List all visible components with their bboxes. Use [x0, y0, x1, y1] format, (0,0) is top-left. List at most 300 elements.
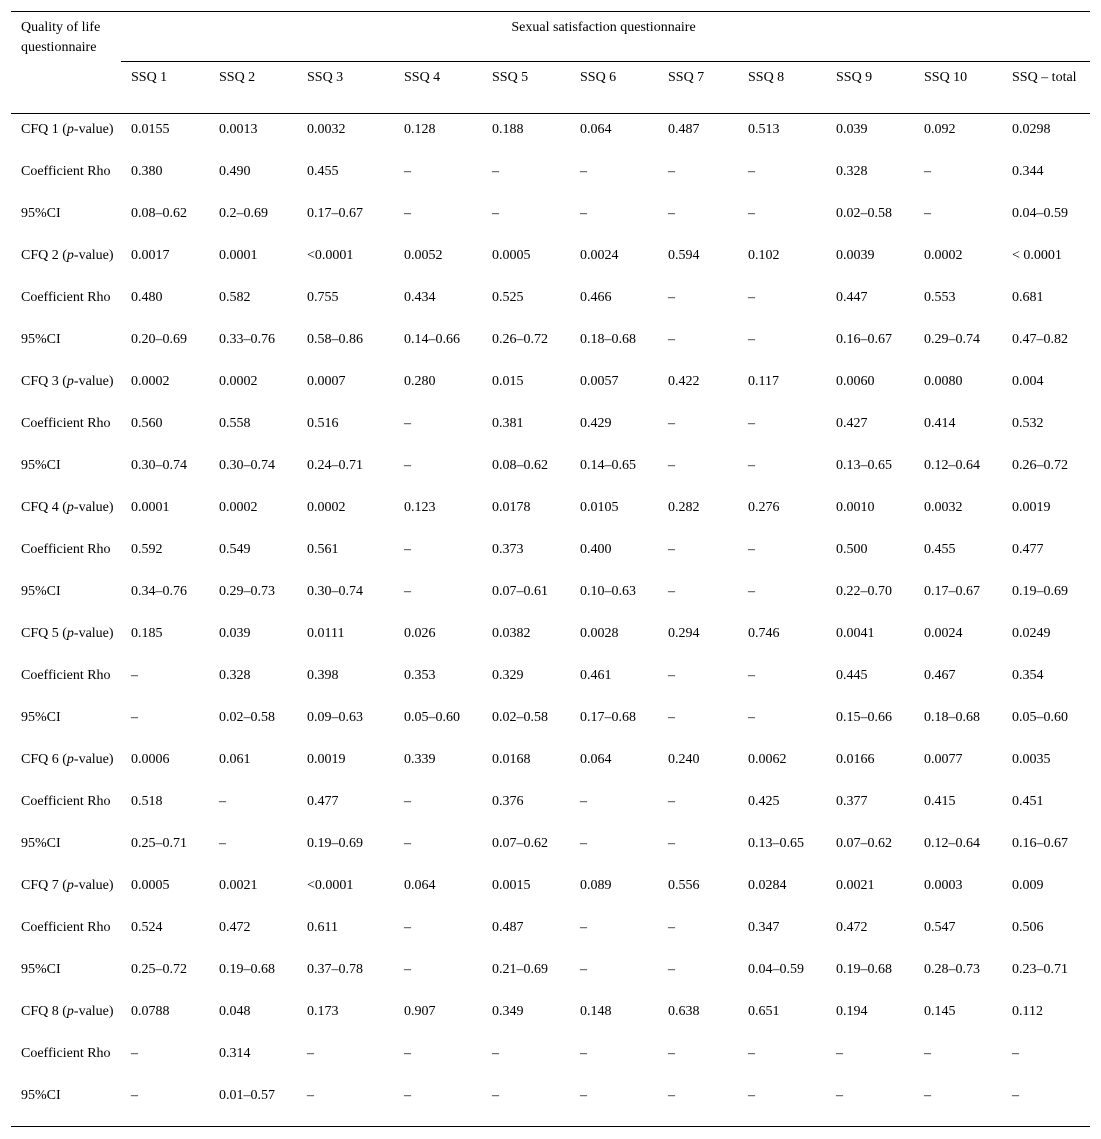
- table-cell: 0.194: [836, 1004, 868, 1019]
- table-row: [11, 786, 1090, 828]
- table-cell: –: [668, 1088, 675, 1103]
- table-cell: 0.516: [307, 416, 339, 431]
- table-cell: 0.461: [580, 668, 612, 683]
- table-cell: 0.05–0.60: [404, 710, 460, 725]
- table-cell: 0.061: [219, 752, 251, 767]
- table-cell: 0.0002: [219, 374, 258, 389]
- corner-header: Quality of life questionnaire: [21, 20, 101, 55]
- table-cell: –: [580, 164, 587, 179]
- table-cell: 0.19–0.68: [219, 962, 275, 977]
- table-cell: –: [836, 1088, 843, 1103]
- table-cell: 0.0017: [131, 248, 170, 263]
- table-cell: –: [924, 1046, 931, 1061]
- table-cell: 0.592: [131, 542, 163, 557]
- table-cell: –: [580, 1046, 587, 1061]
- table-cell: 0.13–0.65: [836, 458, 892, 473]
- table-cell: 0.0032: [297, 114, 394, 157]
- table-cell: 0.0007: [307, 374, 346, 389]
- table-cell: 0.14–0.66: [404, 332, 460, 347]
- table-cell: 0.524: [131, 920, 163, 935]
- table-cell: –: [404, 794, 411, 809]
- table-cell: –: [924, 1088, 931, 1103]
- table-cell: 0.015: [492, 374, 524, 389]
- table-cell: 0.0019: [1012, 500, 1051, 515]
- table-cell: –: [668, 542, 675, 557]
- table-cell: –: [668, 962, 675, 977]
- table-row: [11, 492, 1090, 534]
- table-cell: –: [668, 794, 675, 809]
- table-cell: 0.611: [307, 920, 338, 935]
- table-cell: –: [131, 710, 138, 725]
- table-cell: –: [668, 836, 675, 851]
- table-cell: 0.064: [580, 752, 612, 767]
- table-cell: –: [748, 164, 755, 179]
- table-row: [11, 240, 1090, 282]
- table-body: [11, 114, 1090, 1127]
- table-cell: –: [668, 710, 675, 725]
- table-cell: 0.13–0.65: [748, 836, 804, 851]
- table-cell: 0.0028: [580, 626, 619, 641]
- table-cell: 0.185: [131, 626, 163, 641]
- table-cell: 0.0032: [924, 500, 963, 515]
- table-cell: 0.0166: [836, 752, 875, 767]
- table-cell: –: [748, 668, 755, 683]
- column-header: SSQ 2: [209, 62, 297, 114]
- table-cell: <0.0001: [307, 248, 354, 263]
- table-cell: 0.22–0.70: [836, 584, 892, 599]
- column-header: SSQ 9: [826, 62, 914, 114]
- table-cell: 0.681: [1012, 290, 1044, 305]
- table-cell: 0.347: [748, 920, 780, 935]
- row-label: Coefficient Rho: [21, 920, 111, 935]
- row-label: Coefficient Rho: [21, 290, 111, 305]
- table-cell: –: [924, 164, 931, 179]
- correlation-table: [11, 11, 1090, 1127]
- row-label: CFQ 6 (p-value): [21, 752, 114, 767]
- table-row: [11, 408, 1090, 450]
- table-row: [11, 156, 1090, 198]
- table-cell: 0.0002: [924, 248, 963, 263]
- row-label: CFQ 5 (p-value): [21, 626, 114, 641]
- table-cell: 0.328: [219, 668, 251, 683]
- table-cell: 0.582: [219, 290, 251, 305]
- table-cell: –: [748, 542, 755, 557]
- table-cell: 0.0003: [924, 878, 963, 893]
- table-row: [11, 534, 1090, 576]
- table-cell: –: [748, 584, 755, 599]
- column-header: SSQ 10: [914, 62, 1002, 114]
- table-cell: 0.009: [1012, 878, 1044, 893]
- table-cell: 0.525: [492, 290, 524, 305]
- table-cell: 0.048: [219, 1004, 251, 1019]
- table-cell: 0.376: [492, 794, 524, 809]
- table-cell: 0.353: [404, 668, 436, 683]
- table-cell: 0.427: [836, 416, 868, 431]
- table-row: [11, 1080, 1090, 1127]
- table-cell: 0.29–0.73: [219, 584, 275, 599]
- table-cell: –: [668, 920, 675, 935]
- table-cell: –: [668, 458, 675, 473]
- column-header-row: [11, 62, 1090, 114]
- table-cell: 0.0015: [492, 878, 531, 893]
- table-cell: 0.25–0.72: [131, 962, 187, 977]
- table-cell: 0.15–0.66: [836, 710, 892, 725]
- table-cell: –: [668, 206, 675, 221]
- table-cell: 0.0382: [492, 626, 531, 641]
- table-cell: –: [580, 920, 587, 935]
- table-cell: –: [404, 164, 411, 179]
- table-cell: <0.0001: [307, 878, 354, 893]
- table-row: [11, 702, 1090, 744]
- table-cell: 0.128: [394, 114, 482, 157]
- table-cell: 0.518: [131, 794, 163, 809]
- table-cell: 0.17–0.67: [307, 206, 363, 221]
- table-cell: 0.04–0.59: [1012, 206, 1068, 221]
- table-cell: 0.414: [924, 416, 956, 431]
- row-label: 95%CI: [21, 836, 61, 851]
- table-cell: 0.506: [1012, 920, 1044, 935]
- table-cell: 0.451: [1012, 794, 1044, 809]
- table-cell: 0.373: [492, 542, 524, 557]
- table-row: [11, 618, 1090, 660]
- table-cell: –: [219, 794, 226, 809]
- table-cell: 0.12–0.64: [924, 836, 980, 851]
- table-cell: –: [492, 206, 499, 221]
- table-cell: –: [492, 1088, 499, 1103]
- row-label: Coefficient Rho: [21, 542, 111, 557]
- table-cell: –: [404, 1046, 411, 1061]
- table-row: [11, 912, 1090, 954]
- table-row: [11, 828, 1090, 870]
- table-cell: 0.37–0.78: [307, 962, 363, 977]
- table-cell: 0.477: [307, 794, 339, 809]
- table-cell: 0.19–0.68: [836, 962, 892, 977]
- table-cell: 0.026: [404, 626, 436, 641]
- table-cell: 0.24–0.71: [307, 458, 363, 473]
- table-cell: 0.117: [748, 374, 779, 389]
- table-cell: –: [748, 332, 755, 347]
- table-cell: –: [580, 794, 587, 809]
- table-cell: –: [748, 458, 755, 473]
- table-cell: 0.0105: [580, 500, 619, 515]
- table-cell: 0.0006: [131, 752, 170, 767]
- table-cell: 0.0077: [924, 752, 963, 767]
- table-cell: 0.0178: [492, 500, 531, 515]
- table-row: [11, 324, 1090, 366]
- table-cell: 0.0002: [307, 500, 346, 515]
- table-cell: –: [131, 1088, 138, 1103]
- table-cell: 0.0080: [924, 374, 963, 389]
- table-cell: 0.349: [492, 1004, 524, 1019]
- table-cell: 0.12–0.64: [924, 458, 980, 473]
- table-cell: 0.638: [668, 1004, 700, 1019]
- table-cell: 0.21–0.69: [492, 962, 548, 977]
- table-cell: 0.18–0.68: [580, 332, 636, 347]
- table-cell: 0.445: [836, 668, 868, 683]
- table-cell: 0.02–0.58: [492, 710, 548, 725]
- column-header: SSQ 6: [570, 62, 658, 114]
- table-cell: 0.112: [1012, 1004, 1043, 1019]
- table-cell: –: [580, 1088, 587, 1103]
- table-cell: 0.513: [738, 114, 826, 157]
- table-cell: 0.276: [748, 500, 780, 515]
- row-label: CFQ 7 (p-value): [21, 878, 114, 893]
- table-cell: 0.0298: [1002, 114, 1090, 157]
- table-cell: 0.400: [580, 542, 612, 557]
- table-cell: –: [748, 416, 755, 431]
- table-cell: 0.08–0.62: [131, 206, 187, 221]
- table-cell: 0.064: [404, 878, 436, 893]
- table-cell: 0.344: [1012, 164, 1044, 179]
- table-cell: 0.092: [914, 114, 1002, 157]
- table-cell: 0.16–0.67: [836, 332, 892, 347]
- table-cell: 0.0168: [492, 752, 531, 767]
- table-cell: 0.30–0.74: [307, 584, 363, 599]
- table-cell: 0.07–0.62: [836, 836, 892, 851]
- row-label: CFQ 2 (p-value): [21, 248, 114, 263]
- table-cell: 0.0013: [209, 114, 297, 157]
- table-row: [11, 660, 1090, 702]
- table-cell: 0.651: [748, 1004, 780, 1019]
- table-cell: 0.472: [219, 920, 251, 935]
- column-header: SSQ 5: [482, 62, 570, 114]
- table-cell: 0.0001: [131, 500, 170, 515]
- table-cell: 0.354: [1012, 668, 1044, 683]
- row-label: CFQ 1 (p-value): [11, 114, 121, 157]
- table-cell: 0.0249: [1012, 626, 1051, 641]
- table-cell: 0.594: [668, 248, 700, 263]
- table-cell: 0.553: [924, 290, 956, 305]
- table-cell: 0.328: [836, 164, 868, 179]
- table-cell: 0.556: [668, 878, 700, 893]
- table-row: [11, 954, 1090, 996]
- table-cell: 0.0010: [836, 500, 875, 515]
- table-cell: 0.23–0.71: [1012, 962, 1068, 977]
- table-cell: 0.2–0.69: [219, 206, 268, 221]
- table-cell: –: [668, 584, 675, 599]
- table-cell: 0.16–0.67: [1012, 836, 1068, 851]
- table-cell: 0.558: [219, 416, 251, 431]
- table-cell: 0.039: [826, 114, 914, 157]
- table-cell: 0.487: [658, 114, 738, 157]
- table-cell: 0.480: [131, 290, 163, 305]
- table-cell: 0.064: [570, 114, 658, 157]
- column-header: SSQ – total: [1002, 62, 1090, 114]
- row-label: Coefficient Rho: [21, 794, 111, 809]
- table-cell: 0.0002: [131, 374, 170, 389]
- table-cell: 0.0019: [307, 752, 346, 767]
- table-cell: –: [580, 206, 587, 221]
- table-cell: 0.102: [748, 248, 780, 263]
- table-cell: –: [492, 1046, 499, 1061]
- table-cell: 0.280: [404, 374, 436, 389]
- row-label: CFQ 3 (p-value): [21, 374, 114, 389]
- group-header: Sexual satisfaction questionnaire: [511, 20, 696, 35]
- table-cell: 0.425: [748, 794, 780, 809]
- table-cell: 0.02–0.58: [836, 206, 892, 221]
- table-cell: –: [748, 206, 755, 221]
- table-cell: –: [748, 1088, 755, 1103]
- table-cell: 0.17–0.67: [924, 584, 980, 599]
- table-cell: –: [748, 290, 755, 305]
- table-cell: 0.173: [307, 1004, 339, 1019]
- row-label: Coefficient Rho: [21, 416, 111, 431]
- table-cell: 0.755: [307, 290, 339, 305]
- table-cell: –: [131, 668, 138, 683]
- table-cell: 0.422: [668, 374, 700, 389]
- table-cell: 0.08–0.62: [492, 458, 548, 473]
- table-cell: –: [404, 836, 411, 851]
- header-group-row: [11, 12, 1090, 62]
- table-cell: –: [404, 206, 411, 221]
- table-cell: 0.33–0.76: [219, 332, 275, 347]
- table-cell: 0.123: [404, 500, 436, 515]
- table-row: [11, 114, 1090, 157]
- table-cell: –: [492, 164, 499, 179]
- table-cell: 0.58–0.86: [307, 332, 363, 347]
- table-cell: 0.455: [924, 542, 956, 557]
- table-cell: 0.381: [492, 416, 524, 431]
- table-cell: 0.560: [131, 416, 163, 431]
- column-header: SSQ 8: [738, 62, 826, 114]
- table-cell: 0.28–0.73: [924, 962, 980, 977]
- column-header: SSQ 1: [121, 62, 209, 114]
- table-cell: 0.0111: [307, 626, 345, 641]
- table-cell: 0.282: [668, 500, 700, 515]
- table-cell: 0.0284: [748, 878, 787, 893]
- table-cell: 0.039: [219, 626, 251, 641]
- table-cell: –: [668, 164, 675, 179]
- table-cell: 0.329: [492, 668, 524, 683]
- table-cell: –: [404, 584, 411, 599]
- table-cell: 0.0788: [131, 1004, 170, 1019]
- table-cell: –: [836, 1046, 843, 1061]
- table-cell: –: [668, 668, 675, 683]
- row-label: Coefficient Rho: [21, 164, 111, 179]
- table-cell: 0.29–0.74: [924, 332, 980, 347]
- table-cell: –: [580, 962, 587, 977]
- table-cell: 0.0021: [219, 878, 258, 893]
- table-cell: –: [748, 710, 755, 725]
- table-cell: 0.314: [219, 1046, 251, 1061]
- table-cell: 0.0057: [580, 374, 619, 389]
- table-cell: 0.561: [307, 542, 339, 557]
- table-cell: –: [668, 332, 675, 347]
- table-cell: 0.487: [492, 920, 524, 935]
- table-cell: 0.0062: [748, 752, 787, 767]
- table-cell: 0.377: [836, 794, 868, 809]
- table-cell: –: [924, 206, 931, 221]
- column-header: SSQ 3: [297, 62, 394, 114]
- table-cell: 0.0060: [836, 374, 875, 389]
- table-cell: 0.0005: [492, 248, 531, 263]
- row-label: 95%CI: [21, 584, 61, 599]
- table-cell: 0.490: [219, 164, 251, 179]
- table-cell: –: [668, 290, 675, 305]
- table-cell: 0.01–0.57: [219, 1088, 275, 1103]
- table-cell: 0.549: [219, 542, 251, 557]
- table-cell: –: [131, 1046, 138, 1061]
- table-cell: 0.467: [924, 668, 956, 683]
- table-cell: 0.0035: [1012, 752, 1051, 767]
- table-cell: 0.907: [404, 1004, 436, 1019]
- table-cell: 0.532: [1012, 416, 1044, 431]
- table-cell: –: [580, 836, 587, 851]
- table-cell: 0.0041: [836, 626, 875, 641]
- table-cell: 0.500: [836, 542, 868, 557]
- table-cell: 0.20–0.69: [131, 332, 187, 347]
- table-cell: 0.0002: [219, 500, 258, 515]
- table-cell: 0.19–0.69: [307, 836, 363, 851]
- table-cell: 0.47–0.82: [1012, 332, 1068, 347]
- table-cell: –: [404, 416, 411, 431]
- table-cell: 0.05–0.60: [1012, 710, 1068, 725]
- table-cell: 0.25–0.71: [131, 836, 187, 851]
- table-cell: 0.746: [748, 626, 780, 641]
- row-label: 95%CI: [21, 710, 61, 725]
- table-cell: 0.0039: [836, 248, 875, 263]
- table-cell: –: [1012, 1046, 1019, 1061]
- table-cell: –: [404, 962, 411, 977]
- table-cell: 0.30–0.74: [131, 458, 187, 473]
- row-label: CFQ 4 (p-value): [21, 500, 114, 515]
- table-cell: 0.0005: [131, 878, 170, 893]
- table-cell: 0.380: [131, 164, 163, 179]
- table-cell: 0.09–0.63: [307, 710, 363, 725]
- table-cell: 0.18–0.68: [924, 710, 980, 725]
- table-cell: 0.26–0.72: [492, 332, 548, 347]
- table-cell: 0.294: [668, 626, 700, 641]
- table-cell: 0.07–0.61: [492, 584, 548, 599]
- table-cell: 0.07–0.62: [492, 836, 548, 851]
- table-row: [11, 1038, 1090, 1080]
- table-cell: 0.398: [307, 668, 339, 683]
- table-cell: 0.0024: [580, 248, 619, 263]
- table-cell: 0.240: [668, 752, 700, 767]
- table-cell: 0.434: [404, 290, 436, 305]
- table-row: [11, 870, 1090, 912]
- row-label: CFQ 8 (p-value): [21, 1004, 114, 1019]
- table-row: [11, 282, 1090, 324]
- row-label: Coefficient Rho: [21, 668, 111, 683]
- row-label: 95%CI: [21, 458, 61, 473]
- table-cell: 0.188: [482, 114, 570, 157]
- column-header: SSQ 4: [394, 62, 482, 114]
- table-cell: 0.04–0.59: [748, 962, 804, 977]
- table-row: [11, 996, 1090, 1038]
- table-cell: –: [668, 1046, 675, 1061]
- table-cell: 0.30–0.74: [219, 458, 275, 473]
- table-row: [11, 744, 1090, 786]
- table-cell: 0.472: [836, 920, 868, 935]
- row-label: 95%CI: [21, 1088, 61, 1103]
- table-cell: 0.148: [580, 1004, 612, 1019]
- table-header: [11, 12, 1090, 114]
- table-cell: –: [404, 458, 411, 473]
- table-row: [11, 576, 1090, 618]
- table-cell: 0.415: [924, 794, 956, 809]
- table-cell: 0.10–0.63: [580, 584, 636, 599]
- table-cell: 0.14–0.65: [580, 458, 636, 473]
- table-cell: –: [404, 920, 411, 935]
- table-cell: 0.19–0.69: [1012, 584, 1068, 599]
- table-cell: 0.26–0.72: [1012, 458, 1068, 473]
- table-cell: –: [219, 836, 226, 851]
- table-cell: 0.339: [404, 752, 436, 767]
- table-cell: –: [404, 542, 411, 557]
- table-cell: –: [307, 1088, 314, 1103]
- table-cell: 0.17–0.68: [580, 710, 636, 725]
